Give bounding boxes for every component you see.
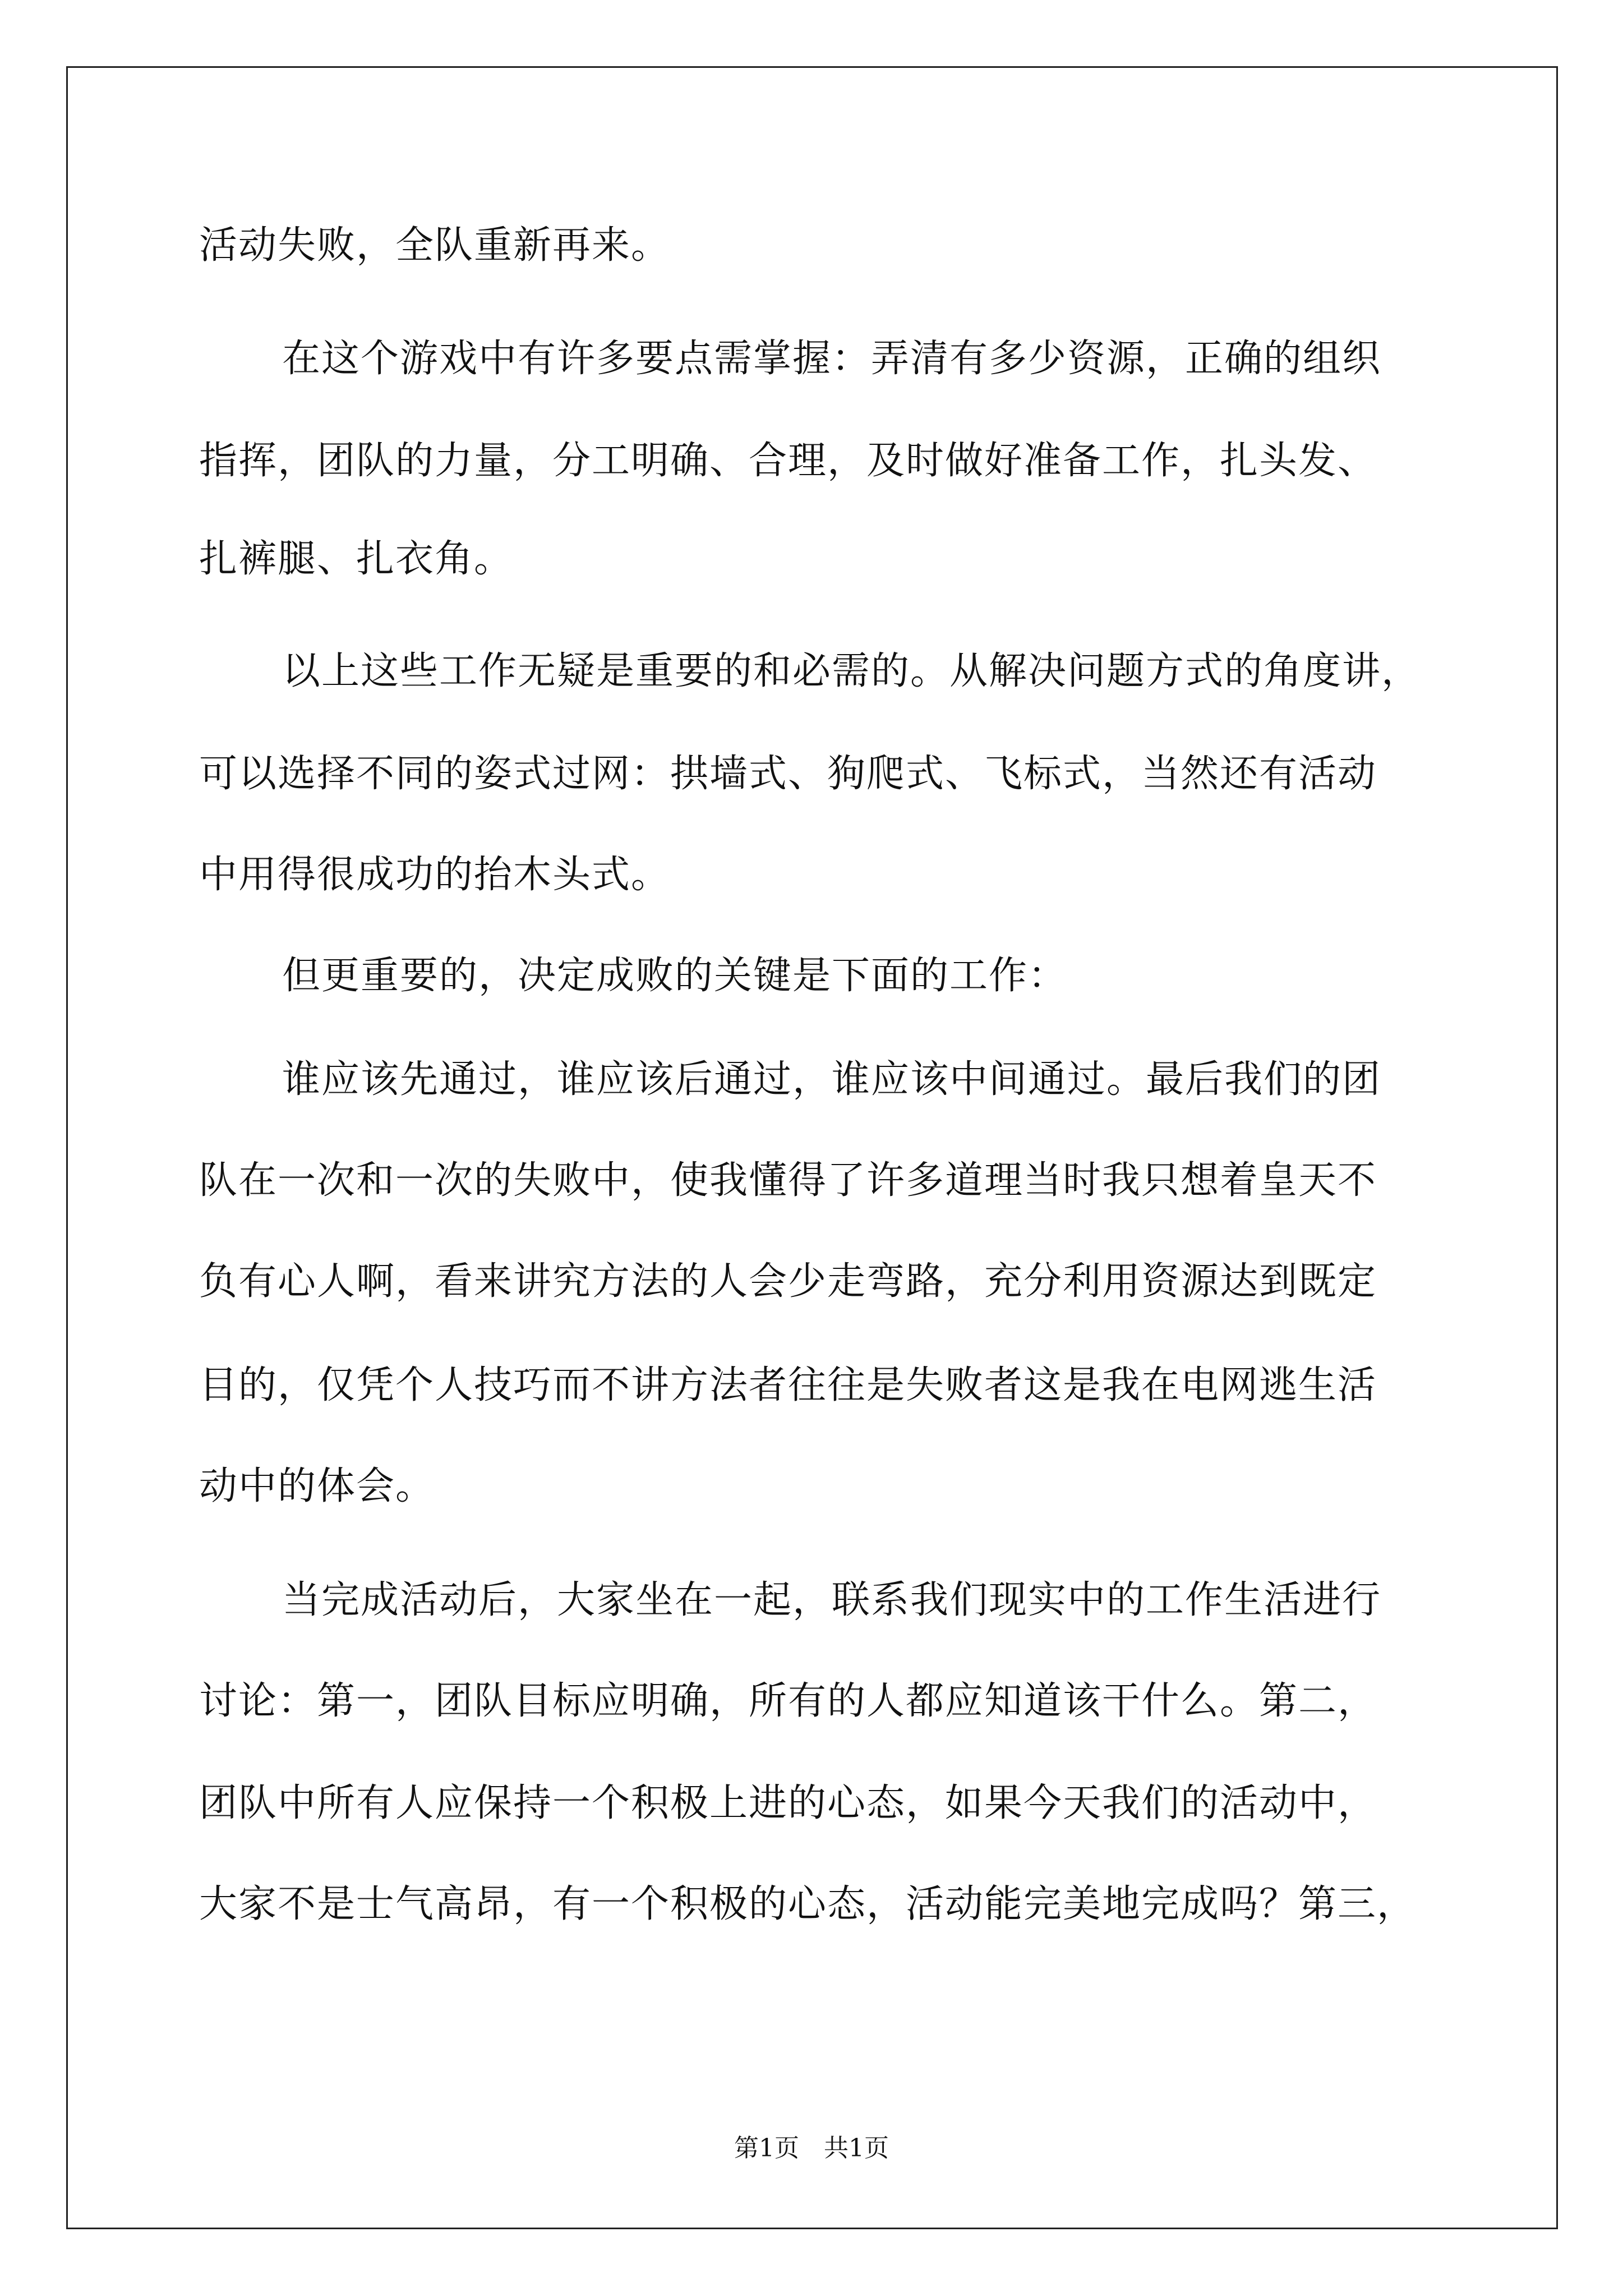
text-line: 讨论：第一，团队目标应明确，所有的人都应知道该干什么。第二， [199,1679,1377,1723]
text-line: 但更重要的，决定成败的关键是下面的工作： [282,954,1068,998]
text-line: 活动失败，全队重新再来。 [199,223,671,268]
text-line: 扎裤腿、扎衣角。 [199,537,514,581]
text-line: 目的，仅凭个人技巧而不讲方法者往往是失败者这是我在电网逃生活 [199,1363,1377,1407]
text-line: 指挥，团队的力量，分工明确、合理，及时做好准备工作，扎头发、 [199,439,1377,483]
text-line: 负有心人啊，看来讲究方法的人会少走弯路，充分利用资源达到既定 [199,1259,1377,1304]
text-line: 团队中所有人应保持一个积极上进的心态，如果今天我们的活动中， [199,1781,1377,1825]
text-line: 大家不是士气高昂，有一个积极的心态，活动能完美地完成吗？第三， [199,1882,1417,1926]
text-line: 谁应该先通过，谁应该后通过，谁应该中间通过。最后我们的团 [282,1057,1382,1102]
page-number-footer: 第1页 共1页 [734,2134,889,2162]
text-line: 在这个游戏中有许多要点需掌握：弄清有多少资源，正确的组织 [282,337,1382,381]
text-line: 队在一次和一次的失败中，使我懂得了许多道理当时我只想着皇天不 [199,1158,1377,1203]
text-line: 以上这些工作无疑是重要的和必需的。从解决问题方式的角度讲， [282,649,1421,693]
text-line: 动中的体会。 [199,1464,435,1508]
text-line: 可以选择不同的姿式过网：拱墙式、狗爬式、飞标式，当然还有活动 [199,752,1377,796]
text-line: 当完成活动后，大家坐在一起，联系我们现实中的工作生活进行 [282,1578,1382,1622]
text-line: 中用得很成功的抬木头式。 [199,853,671,897]
